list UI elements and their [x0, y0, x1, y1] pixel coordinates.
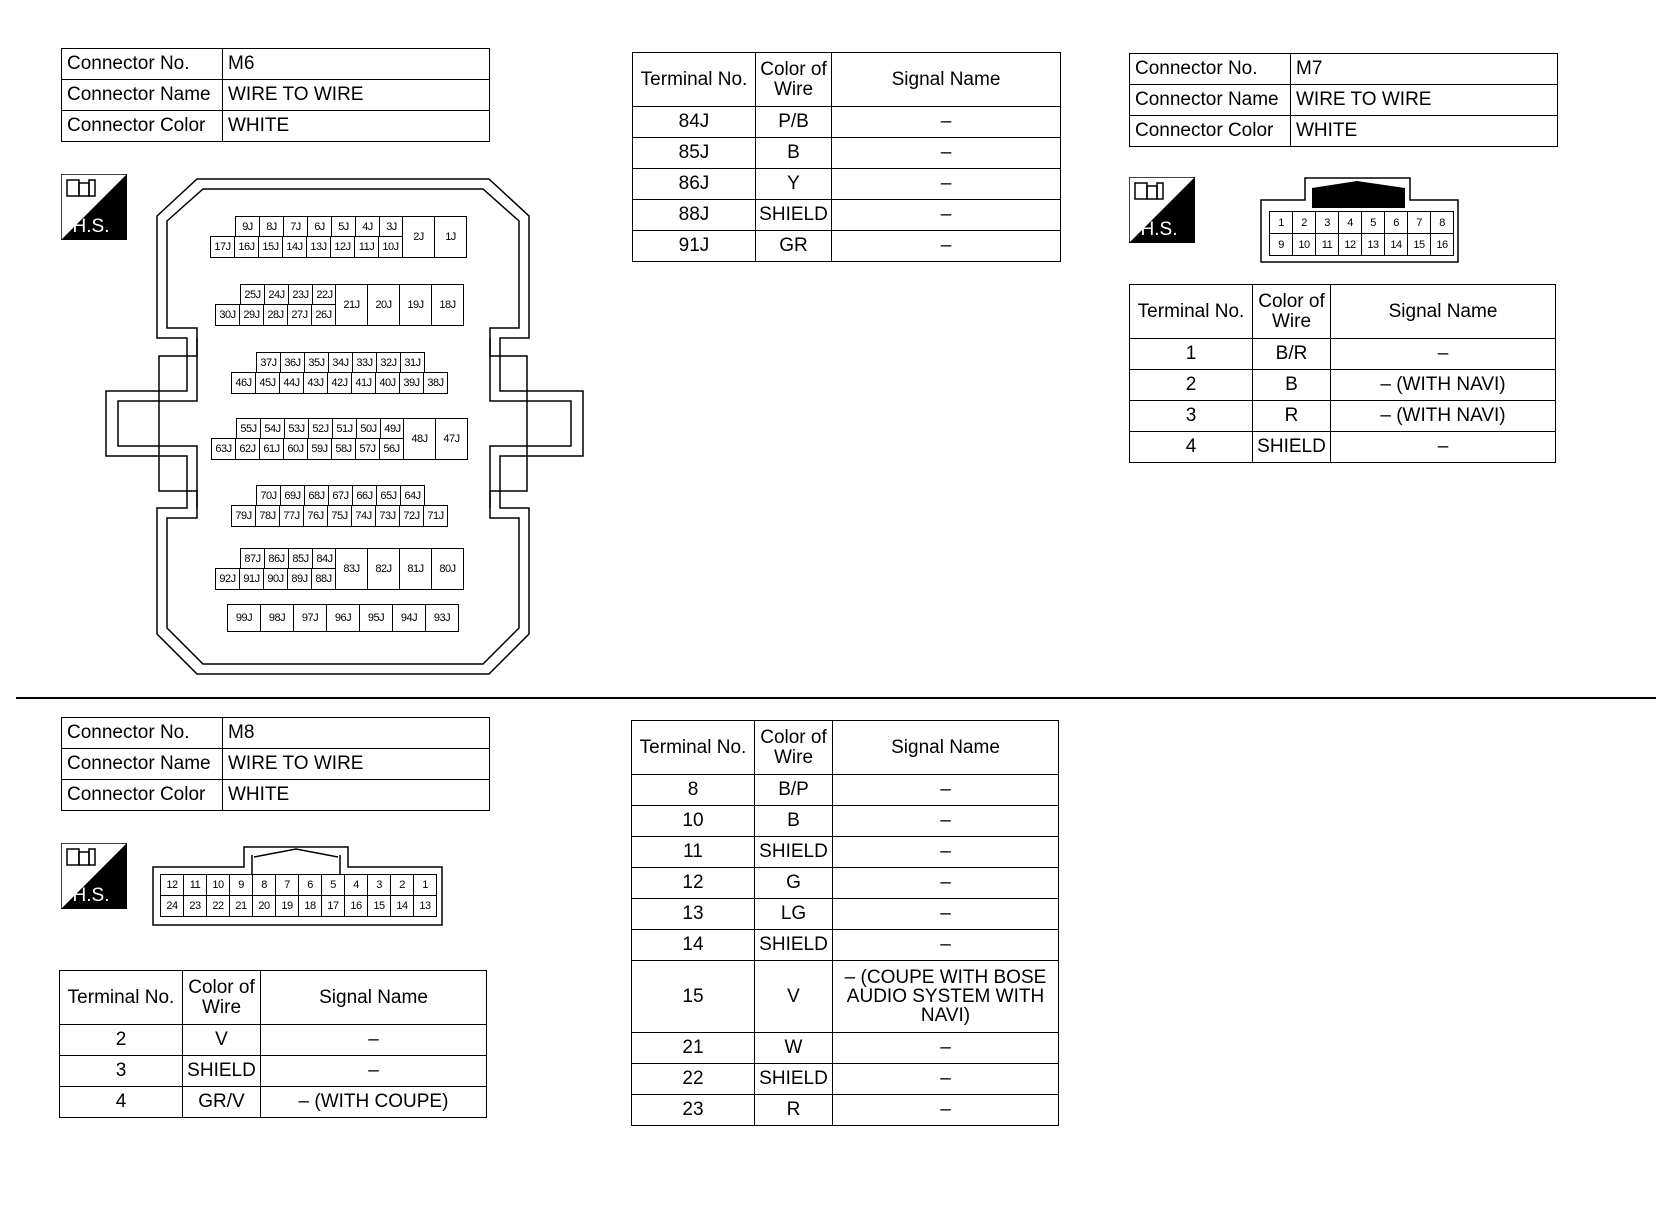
signal-name: – — [833, 868, 1059, 899]
pin-cavity: 9 — [1269, 233, 1293, 256]
pin-cavity: 37J — [256, 352, 281, 373]
pin-cavity: 56J — [379, 438, 404, 460]
pin-cavity: 2 — [1292, 211, 1316, 234]
pin-cavity: 77J — [279, 505, 304, 527]
pin-cavity: 61J — [259, 438, 284, 460]
pin-cavity: 13 — [413, 895, 437, 917]
pin-cavity: 18J — [431, 284, 464, 326]
m6-terminal-table — [632, 52, 1061, 262]
pin-cavity: 66J — [352, 485, 377, 506]
pin-cavity: 9J — [235, 216, 260, 237]
pin-cavity: 17 — [321, 895, 345, 917]
signal-name: – — [832, 169, 1061, 200]
pin-cavity: 19 — [275, 895, 299, 917]
pin-cavity: 65J — [376, 485, 401, 506]
pin-cavity: 48J — [403, 418, 436, 460]
pin-cavity: 85J — [288, 548, 313, 569]
signal-name: – — [261, 1025, 487, 1056]
table-row — [633, 231, 1061, 262]
m6-connector-info — [61, 48, 490, 142]
pin-cavity: 53J — [284, 418, 309, 439]
signal-name: – — [833, 1033, 1059, 1064]
terminal-no: 23 — [632, 1095, 755, 1126]
pin-cavity: 95J — [359, 604, 393, 632]
header-signal-name: Signal Name — [261, 971, 487, 1025]
hs-label: H.S. — [72, 885, 110, 906]
pin-cavity: 4J — [355, 216, 380, 237]
pin-cavity: 8J — [259, 216, 284, 237]
connector-name-value: WIRE TO WIRE — [1291, 85, 1558, 116]
signal-name: – — [833, 930, 1059, 961]
signal-name: – (WITH COUPE) — [261, 1087, 487, 1118]
wire-color: Y — [756, 169, 832, 200]
table-row — [632, 1033, 1059, 1064]
table-row — [60, 1056, 487, 1087]
pin-cavity: 52J — [308, 418, 333, 439]
pin-cavity: 3J — [379, 216, 404, 237]
pin-cavity: 20 — [252, 895, 276, 917]
pin-cavity: 1 — [413, 874, 437, 896]
pin-cavity: 6 — [1384, 211, 1408, 234]
header-terminal-no: Terminal No. — [1130, 285, 1253, 339]
pin-cavity: 10 — [1292, 233, 1316, 256]
terminal-no: 13 — [632, 899, 755, 930]
header-color-of-wire: Color of Wire — [1253, 285, 1331, 339]
pin-cavity: 3 — [367, 874, 391, 896]
pin-cavity: 59J — [307, 438, 332, 460]
terminal-no: 88J — [633, 200, 756, 231]
wire-color: B — [756, 138, 832, 169]
wire-color: B — [755, 806, 833, 837]
table-row — [632, 930, 1059, 961]
hs-label: H.S. — [1140, 219, 1178, 240]
pin-cavity: 39J — [399, 372, 424, 394]
pin-cavity: 44J — [279, 372, 304, 394]
pin-cavity: 15 — [367, 895, 391, 917]
wire-color: SHIELD — [755, 930, 833, 961]
pin-cavity: 24 — [160, 895, 184, 917]
pin-cavity: 6 — [298, 874, 322, 896]
m7-terminal-table — [1129, 284, 1556, 463]
table-row — [1130, 370, 1556, 401]
pin-cavity: 8 — [252, 874, 276, 896]
signal-name: – — [833, 1064, 1059, 1095]
pin-cavity: 40J — [375, 372, 400, 394]
pin-cavity: 94J — [392, 604, 426, 632]
header-terminal-no: Terminal No. — [632, 721, 755, 775]
pin-cavity: 27J — [287, 304, 312, 326]
pin-cavity: 12J — [330, 236, 355, 258]
harness-side-icon — [61, 843, 127, 909]
pin-cavity: 33J — [352, 352, 377, 373]
terminal-no: 91J — [633, 231, 756, 262]
pin-cavity: 75J — [327, 505, 352, 527]
connector-no-value: M6 — [223, 49, 490, 80]
signal-name: – — [833, 1095, 1059, 1126]
terminal-no: 3 — [60, 1056, 183, 1087]
signal-name: – — [833, 899, 1059, 930]
pin-cavity: 92J — [215, 568, 240, 590]
table-row — [1130, 401, 1556, 432]
pin-cavity: 24J — [264, 284, 289, 305]
connector-name-label: Connector Name — [1130, 85, 1291, 116]
pin-cavity: 11 — [183, 874, 207, 896]
table-row — [632, 775, 1059, 806]
pin-cavity: 89J — [287, 568, 312, 590]
pin-cavity: 74J — [351, 505, 376, 527]
header-color-of-wire: Color of Wire — [183, 971, 261, 1025]
signal-name: – — [833, 775, 1059, 806]
wire-color: B/P — [755, 775, 833, 806]
pin-cavity: 15J — [258, 236, 283, 258]
wire-color: SHIELD — [183, 1056, 261, 1087]
pin-cavity: 55J — [236, 418, 261, 439]
pin-cavity: 5J — [331, 216, 356, 237]
pin-cavity: 1J — [434, 216, 467, 258]
terminal-no: 1 — [1130, 339, 1253, 370]
pin-cavity: 7J — [283, 216, 308, 237]
pin-cavity: 83J — [335, 548, 368, 590]
signal-name: – — [261, 1056, 487, 1087]
terminal-no: 11 — [632, 837, 755, 868]
wire-color: B/R — [1253, 339, 1331, 370]
pin-cavity: 2J — [402, 216, 435, 258]
header-signal-name: Signal Name — [1331, 285, 1556, 339]
pin-cavity: 35J — [304, 352, 329, 373]
pin-cavity: 10J — [378, 236, 403, 258]
pin-cavity: 22J — [312, 284, 337, 305]
connector-color-value: WHITE — [1291, 116, 1558, 147]
pin-cavity: 31J — [400, 352, 425, 373]
pin-cavity: 49J — [380, 418, 405, 439]
pin-cavity: 13J — [306, 236, 331, 258]
pin-cavity: 5 — [321, 874, 345, 896]
pin-cavity: 63J — [211, 438, 236, 460]
wire-color: R — [755, 1095, 833, 1126]
pin-cavity: 58J — [331, 438, 356, 460]
pin-cavity: 28J — [263, 304, 288, 326]
m8-terminal-table — [59, 970, 487, 1118]
header-terminal-no: Terminal No. — [60, 971, 183, 1025]
pin-cavity: 7 — [275, 874, 299, 896]
pin-cavity: 23J — [288, 284, 313, 305]
terminal-no: 4 — [60, 1087, 183, 1118]
wire-color: W — [755, 1033, 833, 1064]
pin-cavity: 69J — [280, 485, 305, 506]
table-row — [60, 1087, 487, 1118]
signal-name: – — [832, 231, 1061, 262]
pin-cavity: 9 — [229, 874, 253, 896]
connector-no-value: M8 — [223, 718, 490, 749]
terminal-no: 85J — [633, 138, 756, 169]
pin-cavity: 30J — [215, 304, 240, 326]
pin-cavity: 98J — [260, 604, 294, 632]
table-row — [632, 868, 1059, 899]
pin-cavity: 46J — [231, 372, 256, 394]
table-row — [633, 107, 1061, 138]
connector-color-label: Connector Color — [62, 780, 223, 811]
pin-cavity: 10 — [206, 874, 230, 896]
pin-cavity: 87J — [240, 548, 265, 569]
signal-name: – — [833, 806, 1059, 837]
pin-cavity: 5 — [1361, 211, 1385, 234]
pin-cavity: 93J — [425, 604, 459, 632]
pin-cavity: 13 — [1361, 233, 1385, 256]
terminal-no: 86J — [633, 169, 756, 200]
table-row — [632, 806, 1059, 837]
connector-color-value: WHITE — [223, 111, 490, 142]
terminal-no: 22 — [632, 1064, 755, 1095]
header-color-of-wire: Color of Wire — [756, 53, 832, 107]
pin-cavity: 73J — [375, 505, 400, 527]
connector-color-label: Connector Color — [62, 111, 223, 142]
pin-cavity: 3 — [1315, 211, 1339, 234]
pin-cavity: 4 — [344, 874, 368, 896]
pin-cavity: 18 — [298, 895, 322, 917]
m8-terminal-table-continued — [631, 720, 1059, 1126]
terminal-no: 2 — [1130, 370, 1253, 401]
table-row — [632, 837, 1059, 868]
signal-name: – — [832, 200, 1061, 231]
table-row — [1130, 432, 1556, 463]
pin-cavity: 17J — [210, 236, 235, 258]
pin-cavity: 80J — [431, 548, 464, 590]
table-row — [633, 169, 1061, 200]
pin-cavity: 78J — [255, 505, 280, 527]
pin-cavity: 96J — [326, 604, 360, 632]
pin-cavity: 99J — [227, 604, 261, 632]
pin-cavity: 19J — [399, 284, 432, 326]
table-row — [633, 138, 1061, 169]
terminal-no: 3 — [1130, 401, 1253, 432]
pin-cavity: 57J — [355, 438, 380, 460]
table-row — [632, 961, 1059, 1033]
pin-cavity: 26J — [311, 304, 336, 326]
pin-cavity: 79J — [231, 505, 256, 527]
pin-cavity: 45J — [255, 372, 280, 394]
table-row — [632, 1064, 1059, 1095]
signal-name: – (COUPE WITH BOSE AUDIO SYSTEM WITH NAVI) — [833, 961, 1059, 1033]
pin-cavity: 36J — [280, 352, 305, 373]
signal-name: – — [832, 138, 1061, 169]
hs-label: H.S. — [72, 216, 110, 237]
pin-cavity: 42J — [327, 372, 352, 394]
pin-cavity: 41J — [351, 372, 376, 394]
pin-cavity: 67J — [328, 485, 353, 506]
header-signal-name: Signal Name — [832, 53, 1061, 107]
signal-name: – — [832, 107, 1061, 138]
table-row — [632, 899, 1059, 930]
header-signal-name: Signal Name — [833, 721, 1059, 775]
pin-cavity: 47J — [435, 418, 468, 460]
pin-cavity: 22 — [206, 895, 230, 917]
wire-color: SHIELD — [756, 200, 832, 231]
connector-no-value: M7 — [1291, 54, 1558, 85]
harness-side-icon — [1129, 177, 1195, 243]
signal-name: – (WITH NAVI) — [1331, 401, 1556, 432]
terminal-no: 21 — [632, 1033, 755, 1064]
pin-cavity: 25J — [240, 284, 265, 305]
pin-cavity: 23 — [183, 895, 207, 917]
table-row — [633, 200, 1061, 231]
pin-cavity: 90J — [263, 568, 288, 590]
terminal-no: 14 — [632, 930, 755, 961]
pin-cavity: 50J — [356, 418, 381, 439]
pin-cavity: 64J — [400, 485, 425, 506]
pin-cavity: 91J — [239, 568, 264, 590]
connector-color-value: WHITE — [223, 780, 490, 811]
pin-cavity: 6J — [307, 216, 332, 237]
pin-cavity: 68J — [304, 485, 329, 506]
wire-color: V — [755, 961, 833, 1033]
terminal-no: 84J — [633, 107, 756, 138]
pin-cavity: 21J — [335, 284, 368, 326]
pin-cavity: 14J — [282, 236, 307, 258]
pin-cavity: 62J — [235, 438, 260, 460]
connector-name-label: Connector Name — [62, 80, 223, 111]
pin-cavity: 2 — [390, 874, 414, 896]
terminal-no: 10 — [632, 806, 755, 837]
pin-cavity: 12 — [1338, 233, 1362, 256]
wire-color: LG — [755, 899, 833, 930]
signal-name: – (WITH NAVI) — [1331, 370, 1556, 401]
wire-color: P/B — [756, 107, 832, 138]
pin-cavity: 54J — [260, 418, 285, 439]
m7-connector-info — [1129, 53, 1558, 147]
wire-color: B — [1253, 370, 1331, 401]
pin-cavity: 11J — [354, 236, 379, 258]
pin-cavity: 81J — [399, 548, 432, 590]
connector-name-value: WIRE TO WIRE — [223, 80, 490, 111]
pin-cavity: 16J — [234, 236, 259, 258]
wire-color: GR/V — [183, 1087, 261, 1118]
signal-name: – — [1331, 432, 1556, 463]
pin-cavity: 82J — [367, 548, 400, 590]
table-row — [632, 1095, 1059, 1126]
pin-cavity: 70J — [256, 485, 281, 506]
connector-name-label: Connector Name — [62, 749, 223, 780]
pin-cavity: 15 — [1407, 233, 1431, 256]
pin-cavity: 7 — [1407, 211, 1431, 234]
wire-color: GR — [756, 231, 832, 262]
connector-no-label: Connector No. — [62, 718, 223, 749]
pin-cavity: 71J — [423, 505, 448, 527]
pin-cavity: 11 — [1315, 233, 1339, 256]
pin-cavity: 51J — [332, 418, 357, 439]
signal-name: – — [1331, 339, 1556, 370]
table-row — [60, 1025, 487, 1056]
connector-no-label: Connector No. — [1130, 54, 1291, 85]
wire-color: SHIELD — [1253, 432, 1331, 463]
section-divider — [16, 697, 1656, 699]
pin-cavity: 60J — [283, 438, 308, 460]
connector-no-label: Connector No. — [62, 49, 223, 80]
pin-cavity: 88J — [311, 568, 336, 590]
pin-cavity: 76J — [303, 505, 328, 527]
pin-cavity: 84J — [312, 548, 337, 569]
wire-color: V — [183, 1025, 261, 1056]
m8-connector-info — [61, 717, 490, 811]
terminal-no: 12 — [632, 868, 755, 899]
pin-cavity: 14 — [390, 895, 414, 917]
pin-cavity: 21 — [229, 895, 253, 917]
header-terminal-no: Terminal No. — [633, 53, 756, 107]
pin-cavity: 16 — [1430, 233, 1454, 256]
pin-cavity: 20J — [367, 284, 400, 326]
pin-cavity: 29J — [239, 304, 264, 326]
signal-name: – — [833, 837, 1059, 868]
pin-cavity: 86J — [264, 548, 289, 569]
terminal-no: 15 — [632, 961, 755, 1033]
connector-color-label: Connector Color — [1130, 116, 1291, 147]
pin-cavity: 16 — [344, 895, 368, 917]
wire-color: G — [755, 868, 833, 899]
pin-cavity: 97J — [293, 604, 327, 632]
pin-cavity: 32J — [376, 352, 401, 373]
terminal-no: 8 — [632, 775, 755, 806]
pin-cavity: 43J — [303, 372, 328, 394]
wire-color: SHIELD — [755, 837, 833, 868]
terminal-no: 4 — [1130, 432, 1253, 463]
pin-cavity: 12 — [160, 874, 184, 896]
connector-name-value: WIRE TO WIRE — [223, 749, 490, 780]
pin-cavity: 38J — [423, 372, 448, 394]
header-color-of-wire: Color of Wire — [755, 721, 833, 775]
pin-cavity: 1 — [1269, 211, 1293, 234]
pin-cavity: 34J — [328, 352, 353, 373]
pin-cavity: 8 — [1430, 211, 1454, 234]
pin-cavity: 14 — [1384, 233, 1408, 256]
wire-color: R — [1253, 401, 1331, 432]
pin-cavity: 4 — [1338, 211, 1362, 234]
wire-color: SHIELD — [755, 1064, 833, 1095]
terminal-no: 2 — [60, 1025, 183, 1056]
table-row — [1130, 339, 1556, 370]
pin-cavity: 72J — [399, 505, 424, 527]
